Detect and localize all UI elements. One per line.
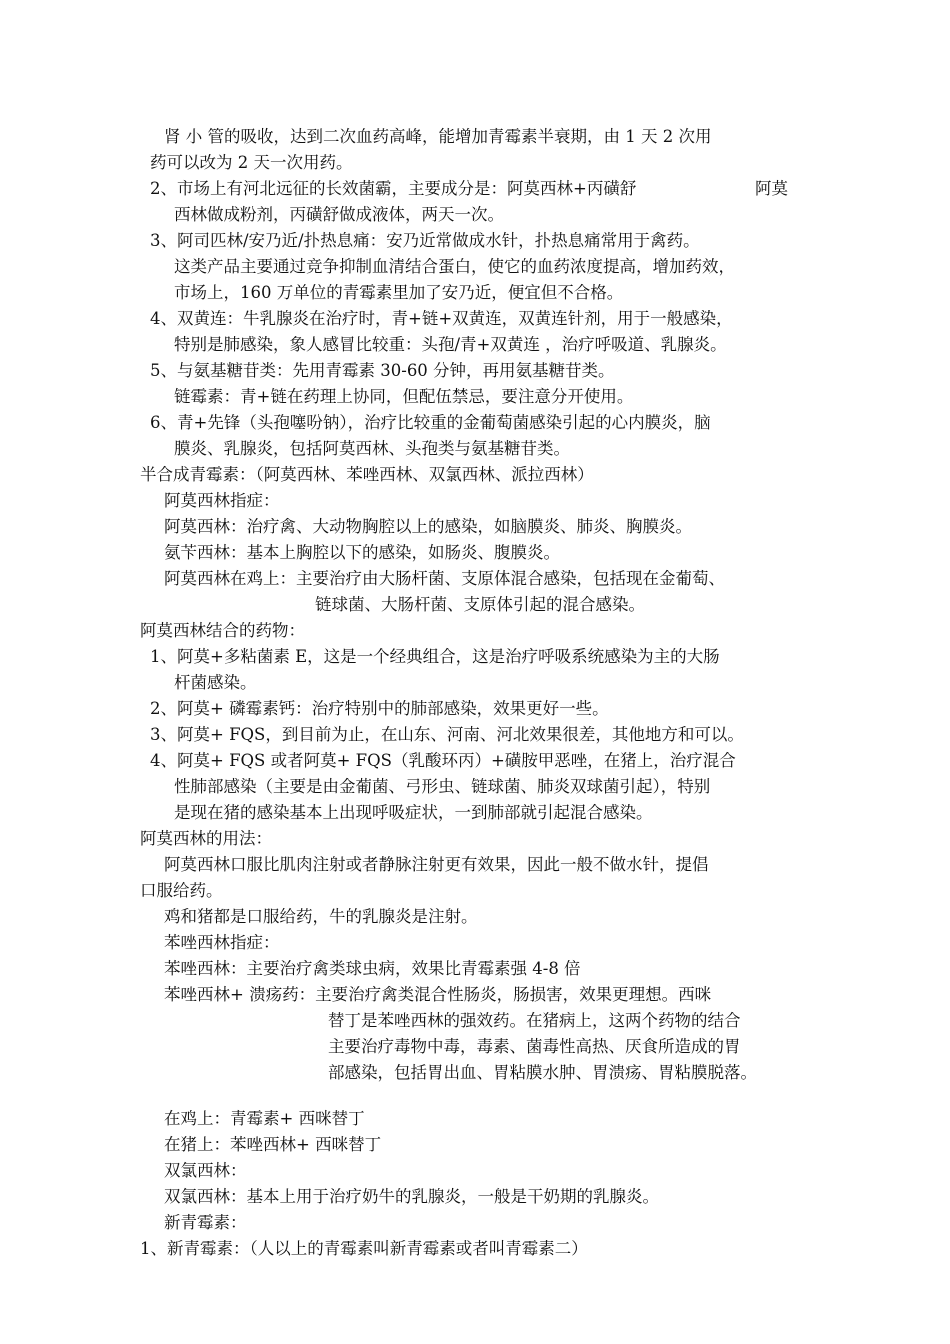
text-line-30: 阿莫西林口服比肌肉注射或者静脉注射更有效果，因此一般不做水针，提倡 bbox=[164, 855, 709, 874]
subheading: 阿莫西林指症： bbox=[164, 491, 280, 510]
subheading: 新青霉素： bbox=[164, 1213, 247, 1232]
text-line-1: 肾 小 管的吸收，达到二次血药高峰，能增加青霉素半衰期，由 1 天 2 次用 bbox=[164, 127, 712, 146]
text-line-17: 阿莫西林：治疗禽、大动物胸腔以上的感染，如脑膜炎、肺炎、胸膜炎。 bbox=[164, 517, 692, 536]
list-item-3: 3、阿莫+ FQS，到目前为止，在山东、河南、河北效果很差，其他地方和可以。 bbox=[150, 725, 744, 744]
subheading: 苯唑西林指症： bbox=[164, 933, 280, 952]
text-line-14: 膜炎、乳腺炎，包括阿莫西林、头孢类与氨基糖苷类。 bbox=[174, 439, 570, 458]
text-line-40: 在猪上：苯唑西林+ 西咪替丁 bbox=[164, 1135, 382, 1154]
text-line-35: 苯唑西林+ 溃疡药：主要治疗禽类混合性肠炎，肠损害，效果更理想。西咪 bbox=[164, 985, 712, 1004]
text-line-37: 主要治疗毒物中毒，毒素、菌毒性高热、厌食所造成的胃 bbox=[328, 1037, 741, 1056]
text-line-12: 链霉素：青+链在药理上协同，但配伍禁忌，要注意分开使用。 bbox=[174, 387, 634, 406]
list-item-4: 4、阿莫+ FQS 或者阿莫+ FQS（乳酸环丙）+磺胺甲恶唑，在猪上，治疗混合 bbox=[150, 751, 736, 770]
text-line-7: 这类产品主要通过竞争抑制血清结合蛋白，使它的血药浓度提高，增加药效， bbox=[174, 257, 735, 276]
text-line-5: 西林做成粉剂，丙磺舒做成液体，两天一次。 bbox=[174, 205, 504, 224]
list-item-4: 4、双黄连：牛乳腺炎在治疗时，青+链+双黄连，双黄连针剂，用于一般感染， bbox=[150, 309, 733, 328]
list-item-3: 3、阿司匹林/安乃近/扑热息痛：安乃近常做成水针，扑热息痛常用于禽药。 bbox=[150, 231, 700, 250]
text-line-36: 替丁是苯唑西林的强效药。在猪病上，这两个药物的结合 bbox=[328, 1011, 741, 1030]
list-item-1: 1、新青霉素：（人以上的青霉素叫新青霉素或者叫青霉素二） bbox=[140, 1239, 588, 1258]
list-item-2: 2、阿莫+ 磷霉素钙：治疗特别中的肺部感染，效果更好一些。 bbox=[150, 699, 609, 718]
section-heading: 阿莫西林的用法： bbox=[140, 829, 272, 848]
text-line-34: 苯唑西林：主要治疗禽类球虫病，效果比青霉素强 4-8 倍 bbox=[164, 959, 581, 978]
list-item-1: 1、阿莫+多粘菌素 E，这是一个经典组合，这是治疗呼吸系统感染为主的大肠 bbox=[150, 647, 720, 666]
text-line-23: 杆菌感染。 bbox=[174, 673, 257, 692]
subheading: 双氯西林： bbox=[164, 1161, 247, 1180]
text-line-39: 在鸡上：青霉素+ 西咪替丁 bbox=[164, 1109, 365, 1128]
list-item-6: 6、青+先锋（头孢噻吩钠），治疗比较重的金葡萄菌感染引起的心内膜炎，脑 bbox=[150, 413, 711, 432]
text-line-42: 双氯西林：基本上用于治疗奶牛的乳腺炎，一般是干奶期的乳腺炎。 bbox=[164, 1187, 659, 1206]
text-line-8: 市场上，160 万单位的青霉素里加了安乃近，便宜但不合格。 bbox=[174, 283, 624, 302]
text-line-31: 口服给药。 bbox=[140, 881, 223, 900]
text-line-19: 阿莫西林在鸡上：主要治疗由大肠杆菌、支原体混合感染，包括现在金葡萄、 bbox=[164, 569, 725, 588]
text-line-28: 是现在猪的感染基本上出现呼吸症状，一到肺部就引起混合感染。 bbox=[174, 803, 653, 822]
section-heading: 阿莫西林结合的药物： bbox=[140, 621, 305, 640]
text-line-32: 鸡和猪都是口服给药，牛的乳腺炎是注射。 bbox=[164, 907, 478, 926]
text-fragment: 阿莫 bbox=[755, 179, 788, 198]
text-line-2: 药可以改为 2 天一次用药。 bbox=[150, 153, 353, 172]
section-heading: 半合成青霉素：（阿莫西林、苯唑西林、双氯西林、派拉西林） bbox=[140, 465, 594, 484]
list-item-5: 5、与氨基糖苷类：先用青霉素 30-60 分钟，再用氨基糖苷类。 bbox=[150, 361, 615, 380]
list-item-2: 2、市场上有河北远征的长效菌霸，主要成分是：阿莫西林+丙磺舒 bbox=[150, 179, 637, 198]
text-line-27: 性肺部感染（主要是由金葡菌、弓形虫、链球菌、肺炎双球菌引起），特别 bbox=[174, 777, 711, 796]
text-line-20: 链球菌、大肠杆菌、支原体引起的混合感染。 bbox=[315, 595, 645, 614]
text-line-38: 部感染，包括胃出血、胃粘膜水肿、胃溃疡、胃粘膜脱落。 bbox=[328, 1063, 757, 1082]
text-line-18: 氨苄西林：基本上胸腔以下的感染，如肠炎、腹膜炎。 bbox=[164, 543, 560, 562]
text-line-10: 特别是肺感染，象人感冒比较重：头孢/青+双黄连 ，治疗呼吸道、乳腺炎。 bbox=[174, 335, 727, 354]
